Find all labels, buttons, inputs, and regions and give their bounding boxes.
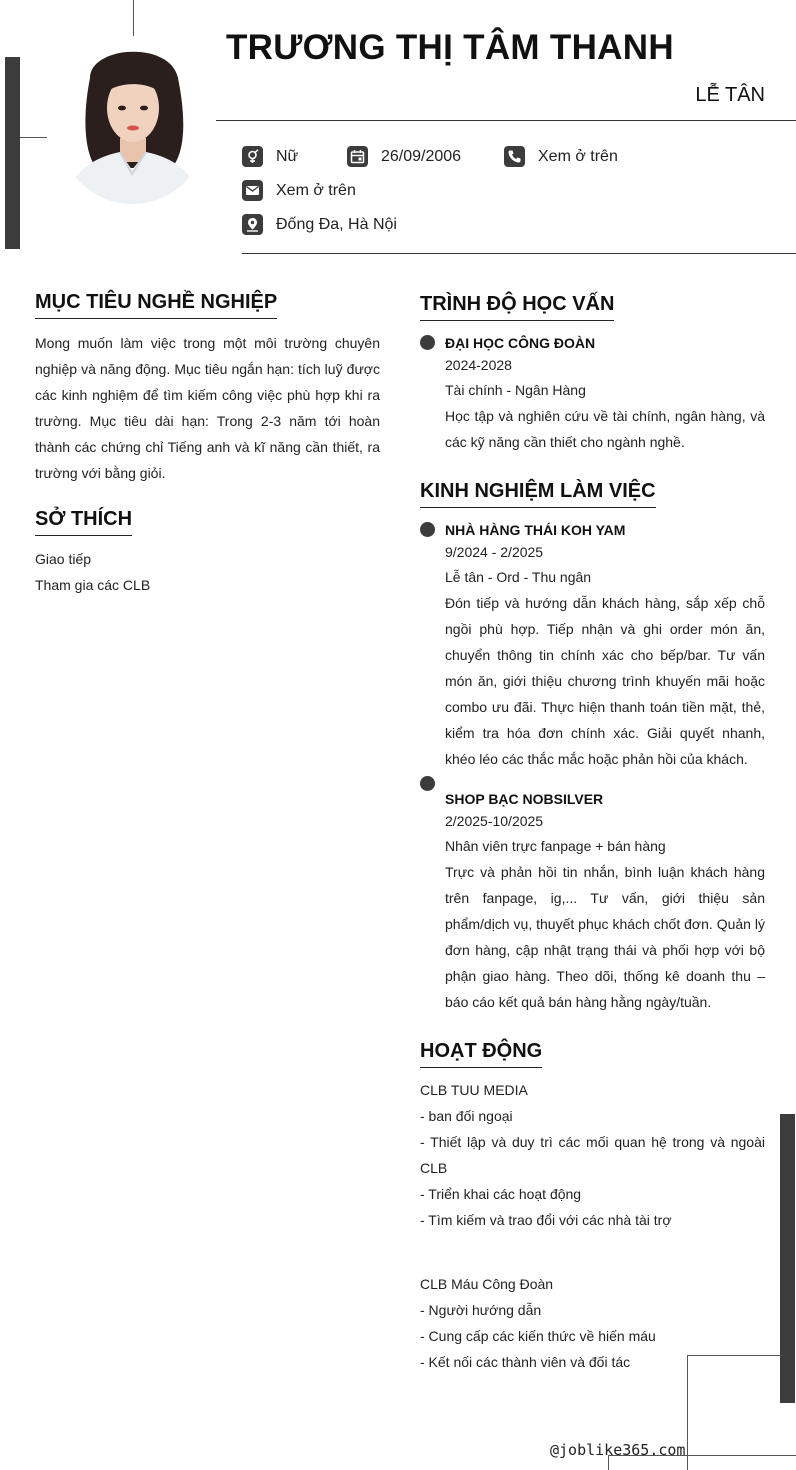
education-major: Tài chính - Ngân Hàng xyxy=(445,382,586,398)
contact-gender xyxy=(242,146,298,167)
address-value: Đống Đa, Hà Nội xyxy=(276,215,397,233)
mail-icon xyxy=(242,180,263,201)
school-name: ĐẠI HỌC CÔNG ĐOÀN xyxy=(445,335,596,351)
phone-value: Xem ở trên xyxy=(538,147,618,165)
location-icon xyxy=(242,214,263,235)
decor-line-top xyxy=(133,0,134,36)
hobby-item: Tham gia các CLB xyxy=(35,577,151,593)
education-title: TRÌNH ĐỘ HỌC VẤN xyxy=(420,293,614,321)
contact-address xyxy=(242,214,397,235)
activity-line: - Người hướng dẫn xyxy=(420,1302,542,1318)
objective-title: MỤC TIÊU NGHỀ NGHIỆP xyxy=(35,291,277,319)
activity-line: - Thiết lập và duy trì các mối quan hệ trong và ngoài CLB xyxy=(420,1134,765,1176)
experience-position: Nhân viên trực fanpage + bán hàng xyxy=(445,838,666,854)
experience-bullet xyxy=(420,776,435,791)
calendar-icon xyxy=(347,146,368,167)
experience-period: 2/2025-10/2025 xyxy=(445,813,544,829)
job-title: LỄ TÂN xyxy=(695,84,765,106)
activity-club-name: CLB TUU MEDIA xyxy=(420,1082,528,1098)
activity-club-name: CLB Máu Công Đoàn xyxy=(420,1276,554,1292)
experience-entry xyxy=(445,520,765,772)
contact-phone xyxy=(504,146,618,167)
activity-group xyxy=(420,1271,765,1375)
decor-bar-left xyxy=(5,57,20,249)
activity-group xyxy=(420,1077,765,1233)
company-name: NHÀ HÀNG THÁI KOH YAM xyxy=(445,522,626,538)
activity-line: - Triển khai các hoạt động xyxy=(420,1186,582,1202)
hobbies-title: SỞ THÍCH xyxy=(35,508,132,536)
gender-icon xyxy=(242,146,263,167)
experience-bullet xyxy=(420,522,435,537)
education-bullet xyxy=(420,335,435,350)
objective-text: Mong muốn làm việc trong một môi trường chuyên nghiệp và năng động. Mục tiêu ngắn hạn: tích luỹ được các kinh nghiệm để tìm kiếm công việc phù hợp khi ra trường. Mục tiêu dài hạn: Trong 2-3 năm tới hoàn thành các chứng chỉ Tiếng anh và kĩ năng cần thiết, ra trường với bằng giỏi. xyxy=(35,335,380,481)
experience-description: Trực và phản hồi tin nhắn, bình luận khách hàng trên fanpage, ig,... Tư vấn, giới thiệu sản phẩm/dịch vụ, thuyết phục khách chốt đơn. Quản lý đơn hàng, cập nhật trạng thái và phối hợp với bộ phận giao hàng. Theo dõi, thống kê doanh thu – báo cáo kết quả bán hàng hằng ngày/tuần. xyxy=(445,864,765,1010)
watermark-text: @joblike365.com xyxy=(550,1441,686,1459)
activity-line: - ban đối ngoại xyxy=(420,1108,513,1124)
education-description: Học tập và nghiên cứu về tài chính, ngân hàng, và các kỹ năng cần thiết cho ngành nghề. xyxy=(445,408,765,450)
email-value: Xem ở trên xyxy=(276,181,356,199)
birthday-value: 26/09/2006 xyxy=(381,147,462,165)
decor-bar-right xyxy=(780,1114,795,1403)
activity-line: - Cung cấp các kiến thức về hiến máu xyxy=(420,1328,656,1344)
profile-photo xyxy=(60,38,205,204)
gender-value: Nữ xyxy=(276,147,299,165)
experience-entry xyxy=(445,789,765,1015)
experience-title: KINH NGHIỆM LÀM VIỆC xyxy=(420,480,656,508)
activity-line: - Kết nối các thành viên và đối tác xyxy=(420,1354,631,1370)
decor-line-left xyxy=(20,137,47,138)
hobby-item: Giao tiếp xyxy=(35,551,92,567)
activities-title: HOẠT ĐỘNG xyxy=(420,1040,542,1068)
activity-line: - Tìm kiếm và trao đổi với các nhà tài trợ xyxy=(420,1212,672,1228)
candidate-name: TRƯƠNG THỊ TÂM THANH xyxy=(226,28,674,67)
education-period: 2024-2028 xyxy=(445,357,512,373)
contact-email xyxy=(242,180,356,201)
experience-description: Đón tiếp và hướng dẫn khách hàng, sắp xếp chỗ ngồi phù hợp. Tiếp nhận và ghi order món ăn, chuyển thông tin chính xác cho bếp/bar. Tư vấn món ăn, giới thiệu chương trình khuyến mãi hoặc combo ưu đãi. Thực hiện thanh toán tiền mặt, thẻ, kiểm tra hóa đơn chính xác. Giải quyết nhanh, khéo léo các thắc mắc hoặc phản hồi của khách. xyxy=(445,595,765,767)
phone-icon xyxy=(504,146,525,167)
experience-period: 9/2024 - 2/2025 xyxy=(445,544,544,560)
experience-position: Lễ tân - Ord - Thu ngân xyxy=(445,569,592,585)
company-name: SHOP BẠC NOBSILVER xyxy=(445,791,604,807)
header-divider xyxy=(216,120,796,121)
contact-divider xyxy=(242,253,796,254)
contact-birthday xyxy=(347,146,461,167)
education-entry xyxy=(445,333,765,455)
